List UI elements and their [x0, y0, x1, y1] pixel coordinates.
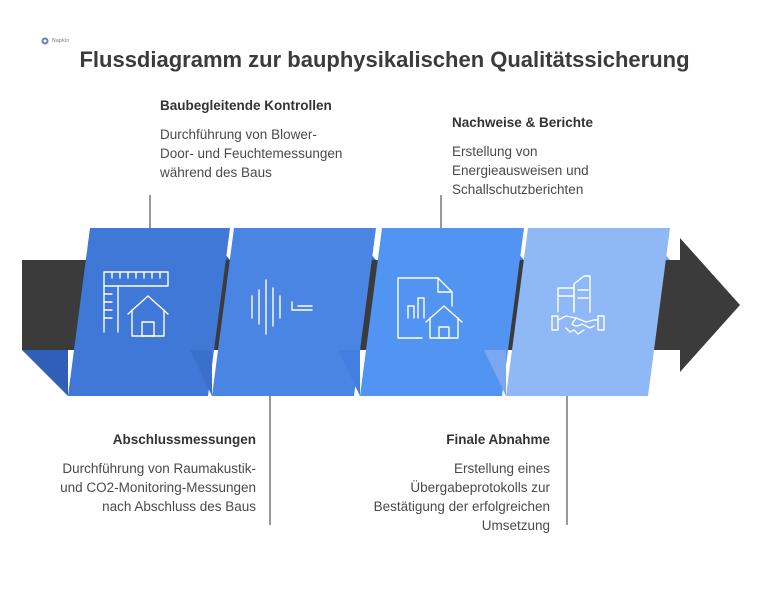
step-1-description: Durchführung von Blower-Door- und Feuchtemessungen während des Baus — [160, 127, 343, 180]
step-1-heading: Baubegleitende Kontrollen — [160, 98, 332, 113]
step-2-heading: Abschlussmessungen — [112, 432, 256, 447]
step-4-text — [370, 432, 550, 535]
logo-text: Napkin — [52, 38, 70, 44]
step-3-heading: Nachweise & Berichte — [452, 115, 594, 130]
step-4-description: Erstellung eines Übergabeprotokolls zur Bestätigung der erfolgreichen Umsetzung — [373, 461, 550, 533]
step-2-description: Durchführung von Raumakustik- und CO2-Monitoring-Messungen nach Abschluss des Baus — [60, 461, 256, 514]
page-title: Flussdiagramm zur bauphysikalischen Qualitätssicherung — [79, 47, 690, 72]
step-4-heading: Finale Abnahme — [446, 432, 550, 447]
step-2-text — [60, 432, 256, 516]
step-1-text — [160, 98, 350, 182]
step-3-description: Erstellung von Energieausweisen und Schallschutzberichten — [452, 144, 589, 197]
step-3-text — [452, 115, 622, 199]
